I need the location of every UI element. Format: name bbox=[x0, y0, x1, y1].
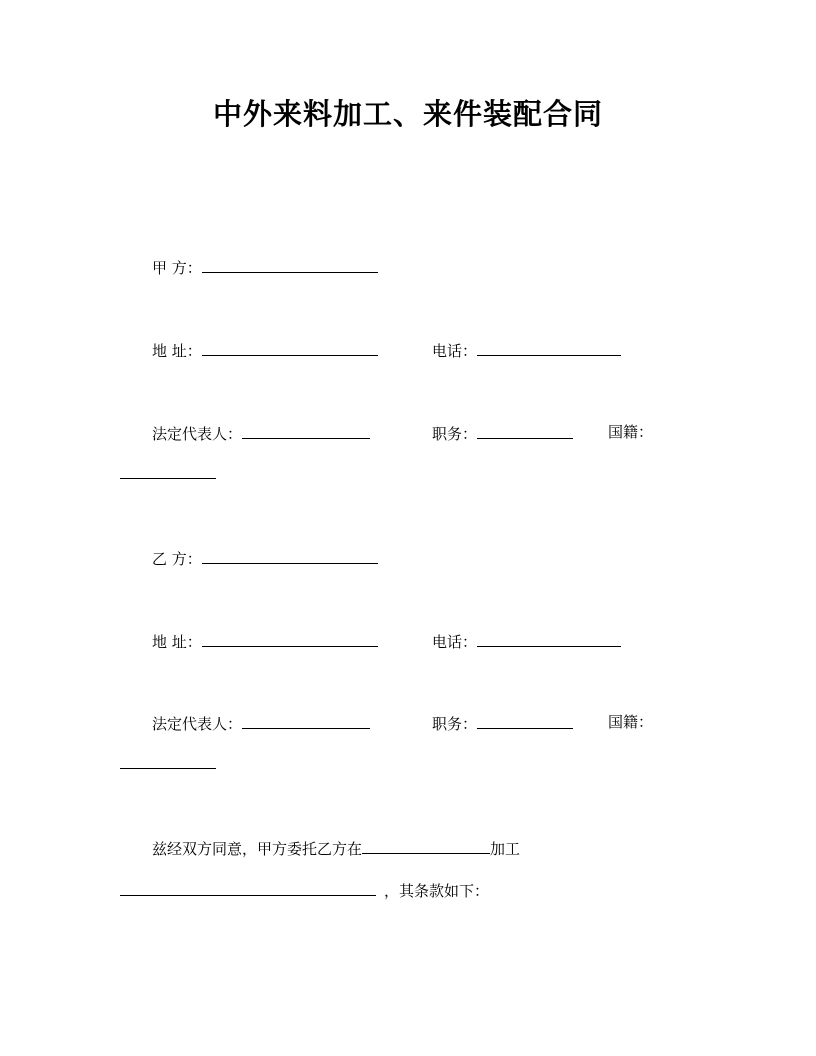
party-b-phone-label: 电话： bbox=[432, 633, 478, 651]
party-a-address-blank[interactable] bbox=[202, 339, 378, 356]
party-b-rep-label: 法定代表人： bbox=[152, 715, 243, 733]
party-b-nationality-blank-row bbox=[120, 752, 216, 772]
party-b-nationality-row bbox=[608, 712, 653, 732]
party-a-phone-blank[interactable] bbox=[477, 339, 621, 356]
party-b-blank[interactable] bbox=[202, 547, 378, 564]
party-b-address-row bbox=[152, 630, 378, 650]
party-a-nationality-label: 国籍： bbox=[608, 423, 654, 441]
party-a-rep-row bbox=[152, 422, 370, 442]
party-b-phone-row bbox=[432, 630, 621, 650]
party-a-phone-label: 电话： bbox=[432, 342, 478, 360]
document-title: 中外来料加工、来件装配合同 bbox=[212, 97, 603, 131]
party-b-nationality-label: 国籍： bbox=[608, 713, 654, 731]
intro-text-1: 兹经双方同意，甲方委托乙方在 bbox=[152, 840, 363, 858]
party-b-position-blank[interactable] bbox=[477, 712, 573, 729]
intro-text-3: ，其条款如下： bbox=[384, 882, 490, 900]
party-b-address-blank[interactable] bbox=[202, 630, 378, 647]
intro-text-2: 加工 bbox=[490, 840, 521, 858]
party-b-label: 乙 方： bbox=[152, 550, 202, 568]
intro-line-2 bbox=[120, 879, 489, 899]
party-b-phone-blank[interactable] bbox=[477, 630, 621, 647]
party-a-label: 甲 方： bbox=[152, 259, 202, 277]
party-a-address-label: 地 址： bbox=[152, 342, 202, 360]
party-b-position-label: 职务： bbox=[432, 715, 478, 733]
party-a-position-label: 职务： bbox=[432, 425, 478, 443]
party-b-rep-row bbox=[152, 712, 370, 732]
party-a-phone-row bbox=[432, 339, 621, 359]
party-b-rep-blank[interactable] bbox=[242, 712, 370, 729]
party-a-position-row bbox=[432, 422, 573, 442]
party-a-nationality-row bbox=[608, 422, 653, 442]
party-b-row bbox=[152, 547, 378, 567]
party-a-blank[interactable] bbox=[202, 256, 378, 273]
party-b-position-row bbox=[432, 712, 573, 732]
party-a-rep-blank[interactable] bbox=[242, 422, 370, 439]
intro-location-blank[interactable] bbox=[362, 837, 490, 854]
intro-line-1 bbox=[152, 837, 520, 857]
party-a-row bbox=[152, 256, 378, 276]
party-a-position-blank[interactable] bbox=[477, 422, 573, 439]
party-a-nationality-blank-row bbox=[120, 462, 216, 482]
party-a-address-row bbox=[152, 339, 378, 359]
party-b-nationality-blank[interactable] bbox=[120, 752, 216, 769]
intro-product-blank[interactable] bbox=[120, 879, 376, 896]
party-a-rep-label: 法定代表人： bbox=[152, 425, 243, 443]
party-b-address-label: 地 址： bbox=[152, 633, 202, 651]
party-a-nationality-blank[interactable] bbox=[120, 462, 216, 479]
